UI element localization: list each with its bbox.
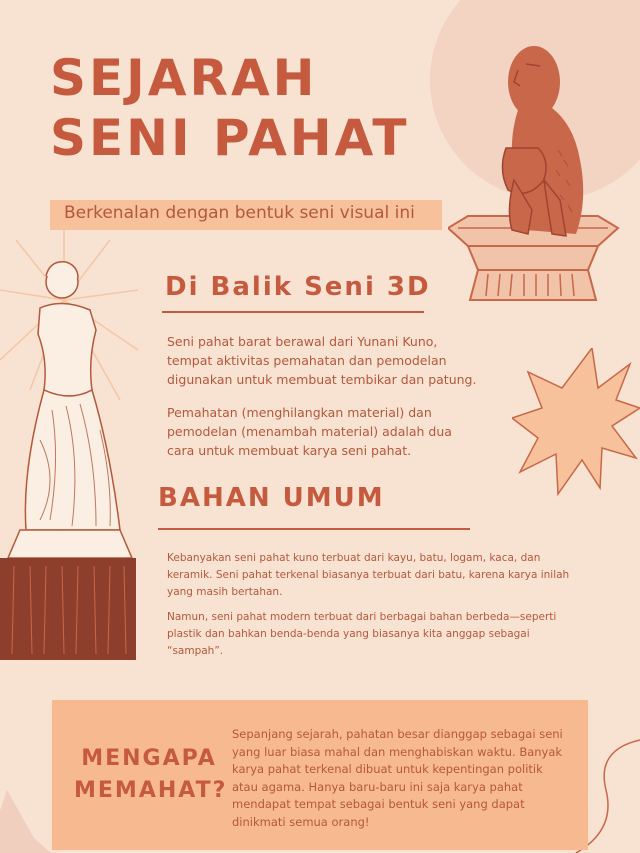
section1-paragraph-1: Seni pahat barat berawal dari Yunani Kuno, tempat aktivitas pemahatan dan pemodelan digunakan untuk membuat tembikar dan patung.	[167, 334, 477, 387]
section1-paragraph-2: Pemahatan (menghilangkan material) dan pemodelan (menambah material) adalah dua cara untuk membuat karya seni pahat.	[167, 405, 452, 458]
heading-underline	[158, 528, 470, 530]
section2-paragraph-1: Kebanyakan seni pahat kuno terbuat dari kayu, batu, logam, kaca, dan keramik. Seni pahat terkenal biasanya terbuat dari batu, karena karya inilah yang masih bertahan.	[167, 552, 570, 598]
starburst-decoration	[512, 348, 640, 498]
section2-paragraph-2: Namun, seni pahat modern terbuat dari berbagai bahan berbeda—seperti plastik dan bahkan benda-benda yang biasanya kita anggap sebagai “sampah”.	[167, 611, 557, 657]
why-sculpt-title-line-2: MEMAHAT?	[74, 778, 228, 803]
title-line-2: SENI PAHAT	[50, 109, 410, 167]
section-heading-materials: BAHAN UMUM	[158, 483, 385, 513]
why-sculpt-title-line-1: MENGAPA	[81, 746, 217, 771]
section-heading-3d: Di Balik Seni 3D	[165, 272, 431, 302]
why-sculpt-title	[74, 743, 228, 807]
why-sculpt-text: Sepanjang sejarah, pahatan besar dianggap sebagai seni yang luar biasa mahal dan menghabiskan waktu. Banyak karya pahat terkenal dibuat untuk kepentingan politik atau agama. Hanya baru-baru ini saja karya pahat mendapat tempat sebagai bentuk seni yang dapat dinikmati semua orang!	[232, 727, 563, 829]
subtitle: Berkenalan dengan bentuk seni visual ini	[64, 203, 415, 223]
page-title	[50, 48, 410, 168]
venus-statue-illustration	[0, 230, 140, 660]
heading-underline	[162, 311, 424, 313]
title-line-1: SEJARAH	[50, 49, 318, 107]
thinker-statue-illustration	[448, 30, 620, 310]
